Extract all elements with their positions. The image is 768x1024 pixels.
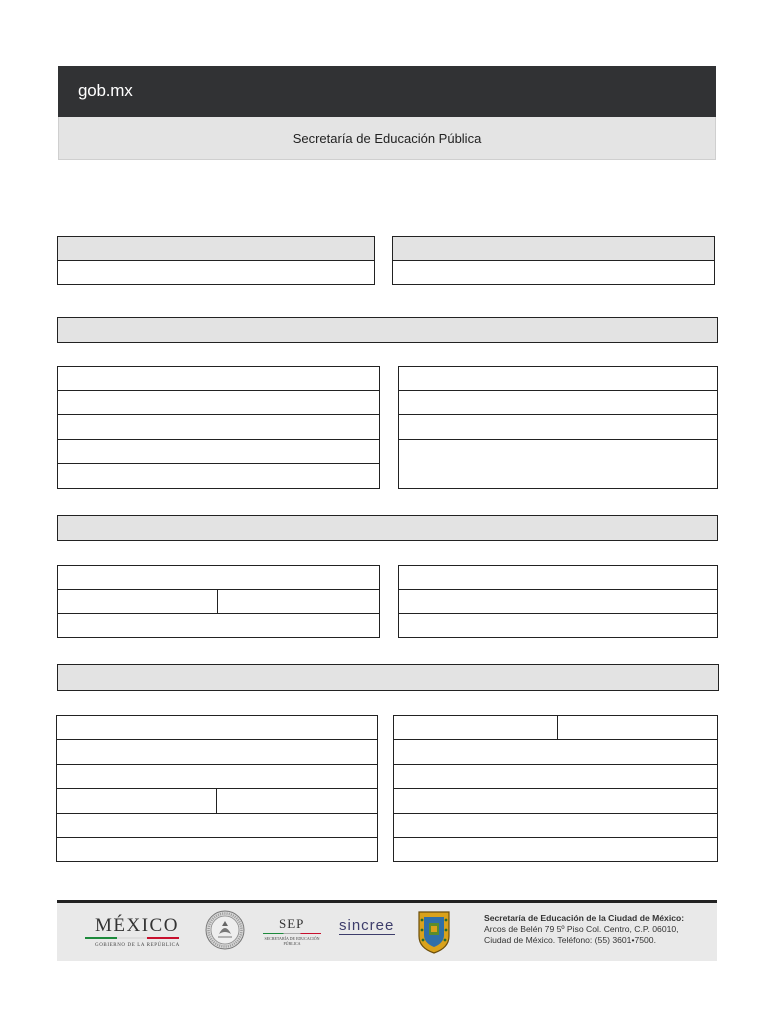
- section-3-right-row-6[interactable]: [393, 837, 718, 862]
- block-right-field[interactable]: [392, 260, 715, 285]
- mexico-logo-subtitle: GOBIERNO DE LA REPÚBLICA: [95, 943, 180, 948]
- section-1-right-row-1[interactable]: [398, 366, 718, 391]
- section-3-right-row-4[interactable]: [393, 788, 718, 814]
- section-1-header: [57, 317, 718, 343]
- section-3-right-row-1b[interactable]: [557, 715, 718, 740]
- section-1-left-row-5[interactable]: [57, 463, 380, 489]
- sep-logo-subtitle: SECRETARÍA DE EDUCACIÓN PÚBLICA: [264, 936, 320, 946]
- mexico-logo-flag-bar: [85, 937, 179, 939]
- cdmx-shield-icon: [417, 910, 451, 954]
- sincree-logo-text: sincree: [339, 917, 395, 934]
- section-2-left-row-3[interactable]: [57, 613, 380, 638]
- section-1-left-row-1[interactable]: [57, 366, 380, 391]
- section-3-left-row-4b[interactable]: [216, 788, 378, 814]
- block-right-header: [392, 236, 715, 261]
- section-3-left-row-1[interactable]: [56, 715, 378, 740]
- sincree-logo-underline: [339, 934, 395, 935]
- section-2-header: [57, 515, 718, 541]
- address-line-2: Ciudad de México. Teléfono: (55) 3601•7500.: [484, 935, 656, 945]
- section-1-left-row-3[interactable]: [57, 414, 380, 440]
- block-left-field[interactable]: [57, 260, 375, 285]
- section-1-right-row-3[interactable]: [398, 414, 718, 440]
- section-2-right-row-1[interactable]: [398, 565, 718, 590]
- section-3-header: [57, 664, 719, 691]
- section-2-left-row-1[interactable]: [57, 565, 380, 590]
- gobmx-header-bar: [58, 66, 716, 117]
- sep-logo-bar: [263, 933, 321, 934]
- address-title: Secretaría de Educación de la Ciudad de México:: [484, 913, 685, 923]
- secretaria-subtitle: Secretaría de Educación Pública: [58, 117, 716, 160]
- section-3-left-row-4a[interactable]: [56, 788, 217, 814]
- footer-band: [57, 903, 717, 961]
- section-3-left-row-6[interactable]: [56, 837, 378, 862]
- section-3-right-row-2[interactable]: [393, 739, 718, 765]
- section-1-right-row-4[interactable]: [398, 439, 718, 489]
- section-3-right-row-5[interactable]: [393, 813, 718, 838]
- block-left-header: [57, 236, 375, 261]
- section-1-left-row-4[interactable]: [57, 439, 380, 464]
- section-3-left-row-5[interactable]: [56, 813, 378, 838]
- section-3-right-row-3[interactable]: [393, 764, 718, 789]
- section-3-left-row-2[interactable]: [56, 739, 378, 765]
- national-seal-icon: [205, 910, 245, 950]
- section-3-left-row-3[interactable]: [56, 764, 378, 789]
- section-2-right-row-2[interactable]: [398, 589, 718, 614]
- mexico-logo-text: MÉXICO: [95, 915, 179, 936]
- section-2-right-row-3[interactable]: [398, 613, 718, 638]
- section-2-left-row-2b[interactable]: [217, 589, 380, 614]
- section-2-left-row-2a[interactable]: [57, 589, 218, 614]
- address-line-1: Arcos de Belén 79 5º Piso Col. Centro, C.P. 06010,: [484, 924, 679, 934]
- section-1-right-row-2[interactable]: [398, 390, 718, 415]
- section-1-left-row-2[interactable]: [57, 390, 380, 415]
- footer-address: [484, 913, 684, 946]
- sep-logo-text: SEP: [279, 916, 305, 931]
- gobmx-logo[interactable]: gob.mx: [78, 81, 133, 100]
- section-3-right-row-1a[interactable]: [393, 715, 558, 740]
